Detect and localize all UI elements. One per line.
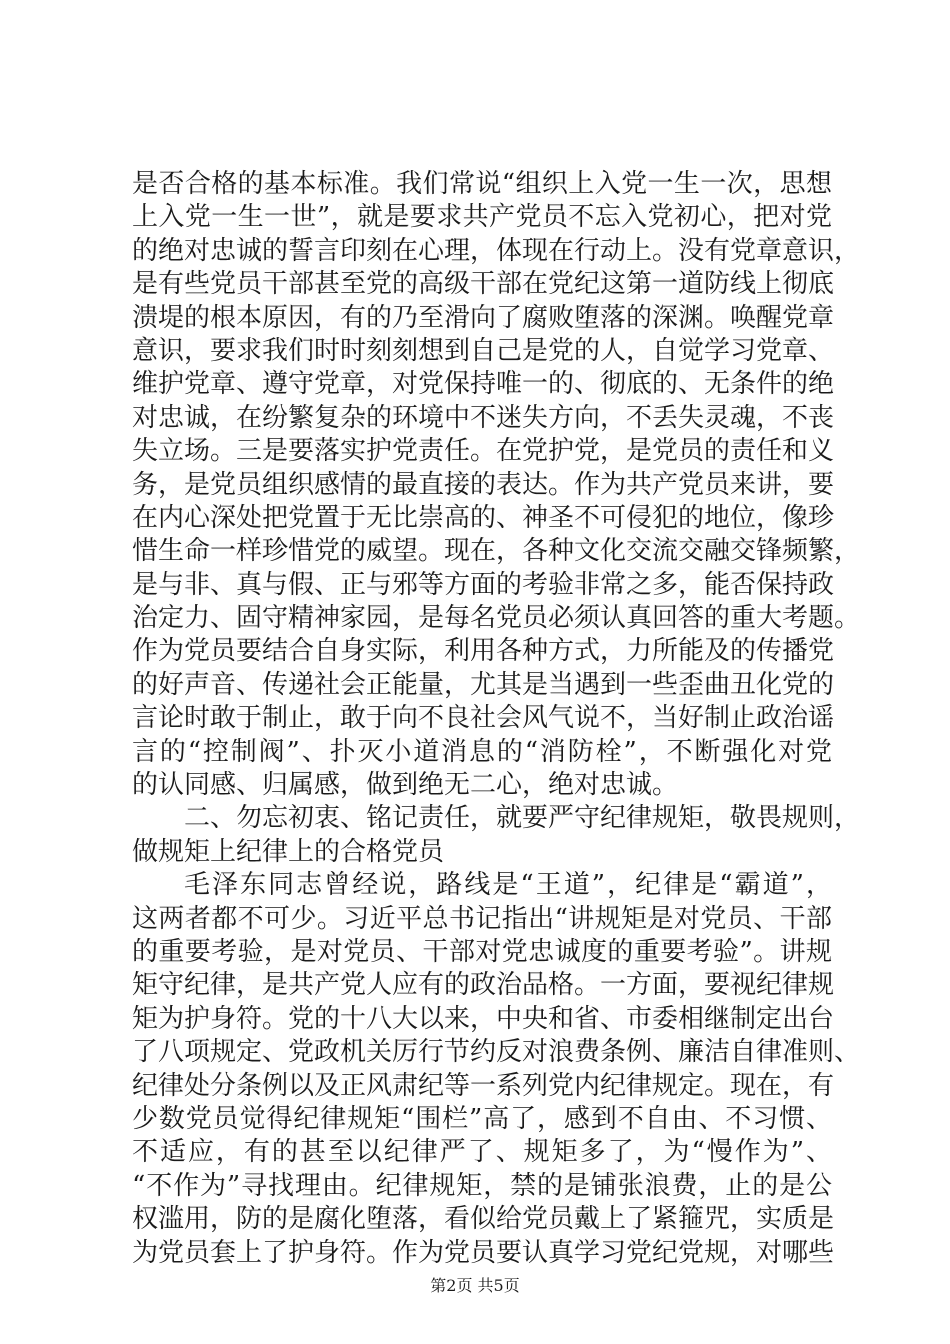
text-line: 务，是党员组织感情的最直接的表达。作为共产党员来讲，要 bbox=[132, 469, 835, 500]
text-line: 为党员套上了护身符。作为党员要认真学习党纪党规，对哪些 bbox=[132, 1237, 835, 1268]
text-line: 做规矩上纪律上的合格党员 bbox=[132, 836, 445, 867]
text-line: 言的“控制阀”、扑灭小道消息的“消防栓”，不断强化对党 bbox=[132, 736, 832, 767]
text-line: 的认同感、归属感，做到绝无二心，绝对忠诚。 bbox=[132, 770, 679, 801]
text-line: 维护党章、遵守党章，对党保持唯一的、彻底的、无条件的绝 bbox=[132, 369, 835, 400]
text-line: 少数党员觉得纪律规矩“围栏”高了，感到不自由、不习惯、 bbox=[132, 1103, 832, 1134]
body-text bbox=[132, 168, 861, 1270]
text-line: 溃堤的根本原因，有的乃至滑向了腐败堕落的深渊。唤醒党章 bbox=[132, 302, 835, 333]
text-line: 治定力、固守精神家园，是每名党员必须认真回答的重大考题。 bbox=[132, 603, 861, 634]
text-line: 是有些党员干部甚至党的高级干部在党纪这第一道防线上彻底 bbox=[132, 269, 835, 300]
text-line: 纪律处分条例以及正风肃纪等一系列党内纪律规定。现在，有 bbox=[132, 1070, 835, 1101]
text-line: 是否合格的基本标准。我们常说“组织上入党一生一次，思想 bbox=[132, 169, 832, 199]
text-line: 的重要考验，是对党员、干部对党忠诚度的重要考验”。讲规 bbox=[132, 936, 832, 967]
text-line: 不适应，有的甚至以纪律严了、规矩多了，为“慢作为”、 bbox=[132, 1137, 832, 1168]
text-line: “不作为”寻找理由。纪律规矩，禁的是铺张浪费，止的是公 bbox=[132, 1170, 832, 1201]
text-line: 了八项规定、党政机关厉行节约反对浪费条例、廉洁自律准则、 bbox=[132, 1037, 861, 1068]
page-number-footer: 第2页 共5页 bbox=[430, 1276, 520, 1295]
text-line: 是与非、真与假、正与邪等方面的考验非常之多，能否保持政 bbox=[132, 569, 835, 600]
text-line: 言论时敢于制止，敢于向不良社会风气说不，当好制止政治谣 bbox=[132, 703, 835, 734]
text-line: 失立场。三是要落实护党责任。在党护党，是党员的责任和义 bbox=[132, 436, 835, 467]
text-line: 矩守纪律，是共产党人应有的政治品格。一方面，要视纪律规 bbox=[132, 970, 835, 1001]
text-line: 这两者都不可少。习近平总书记指出“讲规矩是对党员、干部 bbox=[132, 903, 832, 934]
text-line: 矩为护身符。党的十八大以来，中央和省、市委相继制定出台 bbox=[132, 1003, 835, 1034]
text-line: 在内心深处把党置于无比崇高的、神圣不可侵犯的地位，像珍 bbox=[132, 502, 835, 533]
text-line: 二、勿忘初衷、铭记责任，就要严守纪律规矩，敬畏规则， bbox=[184, 803, 861, 834]
text-line: 作为党员要结合自身实际，利用各种方式，力所能及的传播党 bbox=[132, 636, 835, 667]
text-line: 毛泽东同志曾经说，路线是“王道”，纪律是“霸道”， bbox=[184, 870, 832, 901]
text-line: 权滥用，防的是腐化堕落，看似给党员戴上了紧箍咒，实质是 bbox=[132, 1204, 835, 1235]
text-line: 上入党一生一世”，就是要求共产党员不忘入党初心，把对党 bbox=[132, 202, 832, 233]
text-line: 意识，要求我们时时刻刻想到自己是党的人，自觉学习党章、 bbox=[132, 335, 835, 366]
text-line: 惜生命一样珍惜党的威望。现在，各种文化交流交融交锋频繁， bbox=[132, 536, 861, 567]
text-line: 的好声音、传递社会正能量，尤其是当遇到一些歪曲丑化党的 bbox=[132, 669, 835, 700]
text-line: 对忠诚，在纷繁复杂的环境中不迷失方向，不丢失灵魂，不丧 bbox=[132, 402, 835, 433]
text-line: 的绝对忠诚的誓言印刻在心理，体现在行动上。没有党章意识， bbox=[132, 235, 861, 266]
